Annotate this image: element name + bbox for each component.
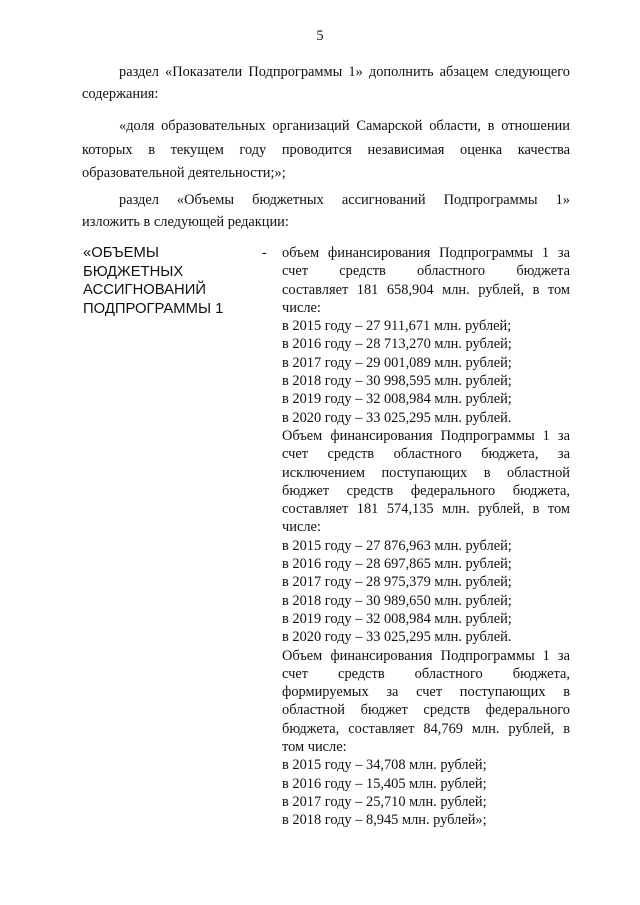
paragraph-quote: [82, 117, 570, 182]
content-line: бюджета, составляет 84,769 млн. рублей, в: [282, 720, 570, 737]
paragraph-line: изложить в следующей редакции:: [82, 214, 289, 231]
paragraph-line: «доля образовательных организаций Самарской области, в отношении: [119, 118, 570, 134]
paragraph-line: которых в текущем году проводится независимая оценка качества: [82, 142, 570, 159]
year-line: в 2019 году – 32 008,984 млн. рублей;: [282, 610, 512, 627]
content-line: объем финансирования Подпрограммы 1 за: [282, 245, 570, 261]
content-line: числе:: [282, 299, 321, 316]
year-line: в 2020 году – 33 025,295 млн. рублей.: [282, 409, 512, 426]
content-line: том числе:: [282, 739, 347, 756]
year-line: в 2018 году – 30 989,650 млн. рублей;: [282, 592, 512, 609]
content-line: составляет 181 658,904 млн. рублей, в том: [282, 281, 570, 298]
year-line: в 2017 году – 29 001,089 млн. рублей;: [282, 354, 512, 371]
heading-line: ПОДПРОГРАММЫ 1: [83, 300, 224, 317]
page-number: 5: [316, 28, 324, 44]
content-line: Объем финансирования Подпрограммы 1 за: [282, 427, 570, 444]
year-line: в 2020 году – 33 025,295 млн. рублей.: [282, 629, 512, 646]
heading-line: «ОБЪЕМЫ: [83, 245, 159, 261]
content-line: бюджет средств федерального бюджета,: [282, 482, 570, 499]
content-line: счет средств областного бюджета: [282, 263, 570, 280]
year-line: в 2016 году – 15,405 млн. рублей;: [282, 775, 487, 792]
heading-line: БЮДЖЕТНЫХ: [83, 263, 184, 280]
year-line: в 2015 году – 27 911,671 млн. рублей;: [282, 318, 512, 335]
paragraph-indicators: [82, 63, 570, 104]
table-content-cell: [282, 244, 570, 830]
content-line: областной бюджет средств федерального: [282, 702, 570, 719]
heading-line: АССИГНОВАНИЙ: [83, 282, 206, 299]
year-line: в 2019 году – 32 008,984 млн. рублей;: [282, 391, 512, 408]
year-line: в 2018 году – 30 998,595 млн. рублей;: [282, 373, 512, 390]
paragraph-line: раздел «Показатели Подпрограммы 1» дополнить абзацем следующего: [119, 64, 570, 80]
content-line: счет средств областного бюджета,: [282, 665, 570, 682]
paragraph-line: раздел «Объемы бюджетных ассигнований Подпрограммы 1»: [119, 192, 570, 208]
year-line: в 2016 году – 28 697,865 млн. рублей;: [282, 556, 512, 573]
year-line: в 2015 году – 27 876,963 млн. рублей;: [282, 537, 512, 554]
paragraph-line: образовательной деятельности;»;: [82, 164, 286, 181]
table-dash: -: [262, 245, 267, 261]
content-line: числе:: [282, 519, 321, 536]
paragraph-budget: [82, 191, 570, 232]
table-heading-cell: [83, 244, 268, 318]
year-line: в 2017 году – 25,710 млн. рублей;: [282, 793, 487, 810]
content-line: формируемых за счет поступающих в: [282, 684, 570, 701]
year-line: в 2015 году – 34,708 млн. рублей;: [282, 757, 487, 774]
content-line: Объем финансирования Подпрограммы 1 за: [282, 647, 570, 664]
content-line: счет средств областного бюджета, за: [282, 446, 570, 463]
content-line: составляет 181 574,135 млн. рублей, в том: [282, 501, 570, 518]
year-line: в 2017 году – 28 975,379 млн. рублей;: [282, 574, 512, 591]
year-line: в 2016 году – 28 713,270 млн. рублей;: [282, 336, 512, 353]
content-line: исключением поступающих в областной: [282, 464, 570, 481]
year-line: в 2018 году – 8,945 млн. рублей»;: [282, 812, 487, 829]
paragraph-line: содержания:: [82, 86, 159, 103]
